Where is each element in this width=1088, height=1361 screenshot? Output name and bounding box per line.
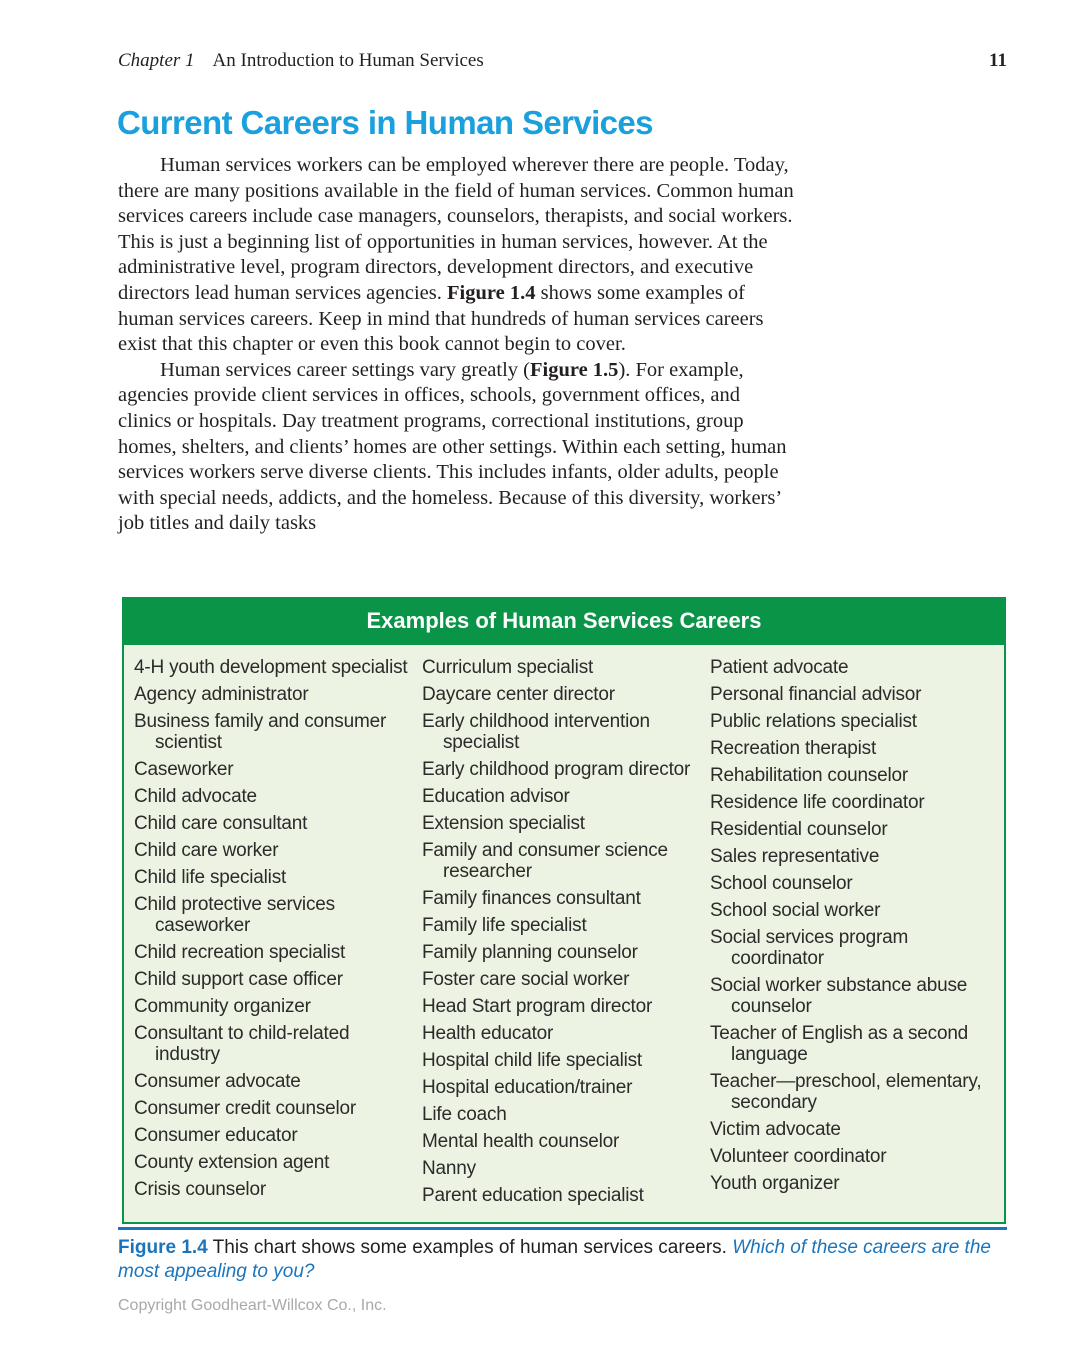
career-item: Business family and consumer scientist (134, 711, 387, 753)
career-item: Child support case officer (134, 969, 343, 990)
figure-caption-question: Which of these careers are the most appealing to you? (118, 1237, 991, 1282)
career-item: Early childhood intervention specialist (422, 711, 650, 753)
career-item: Volunteer coordinator (710, 1146, 887, 1167)
career-item: 4-H youth development specialist (134, 657, 408, 678)
career-item: Rehabilitation counselor (710, 765, 908, 786)
career-item: Nanny (422, 1158, 476, 1179)
career-item: Social services program coordinator (710, 927, 909, 969)
career-item: Community organizer (134, 996, 311, 1017)
chapter-title: An Introduction to Human Services (212, 50, 484, 71)
body-copy (118, 153, 794, 537)
career-item: Sales representative (710, 846, 880, 867)
caption-divider (118, 1227, 1007, 1230)
career-item: Curriculum specialist (422, 657, 594, 678)
figure-caption-text: This chart shows some examples of human services careers. (207, 1237, 733, 1258)
career-item: Consumer educator (134, 1125, 298, 1146)
career-item: Child protective services caseworker (134, 894, 335, 936)
career-item: Family finances consultant (422, 888, 641, 909)
career-item: Child care worker (134, 840, 279, 861)
career-item: Child advocate (134, 786, 257, 807)
career-item: Child life specialist (134, 867, 287, 888)
chapter-label: Chapter 1 (118, 50, 195, 71)
career-item: Family life specialist (422, 915, 587, 936)
career-item: School counselor (710, 873, 853, 894)
career-item: Teacher—preschool, elementary, secondary (710, 1071, 982, 1113)
paragraph-2 (118, 358, 794, 537)
career-item: Recreation therapist (710, 738, 877, 759)
career-item: Extension specialist (422, 813, 585, 834)
career-item: Foster care social worker (422, 969, 630, 990)
career-item: Victim advocate (710, 1119, 841, 1140)
career-item: Caseworker (134, 759, 234, 780)
career-item: Consumer credit counselor (134, 1098, 357, 1119)
career-item: Consumer advocate (134, 1071, 301, 1092)
career-item: Teacher of English as a second language (710, 1023, 969, 1065)
career-item: Health educator (422, 1023, 554, 1044)
career-item: Hospital child life specialist (422, 1050, 642, 1071)
career-item: County extension agent (134, 1152, 330, 1173)
career-item: Residence life coordinator (710, 792, 925, 813)
figure-1-5-reference: Figure 1.5 (529, 358, 619, 381)
running-head (118, 50, 1007, 72)
copyright-notice: Copyright Goodheart-Willcox Co., Inc. (118, 1297, 387, 1314)
careers-column-3 (710, 657, 998, 1212)
figure-caption-label: Figure 1.4 (118, 1237, 208, 1258)
career-item: Mental health counselor (422, 1131, 620, 1152)
careers-table-header: Examples of Human Services Careers (124, 599, 1004, 645)
career-item: School social worker (710, 900, 881, 921)
page-number: 11 (989, 50, 1007, 71)
career-item: Hospital education/trainer (422, 1077, 633, 1098)
paragraph-1-text-cont: shows some examples of human services careers. Keep in mind that hundreds of human services careers exist that this chapter or even this book cannot begin to cover. (118, 281, 764, 356)
figure-caption (118, 1236, 1007, 1284)
career-item: Patient advocate (710, 657, 849, 678)
career-item: Head Start program director (422, 996, 653, 1017)
career-item: Social worker substance abuse counselor (710, 975, 968, 1017)
careers-column-2 (422, 657, 710, 1212)
career-item: Agency administrator (134, 684, 309, 705)
careers-column-1 (134, 657, 422, 1212)
career-item: Child recreation specialist (134, 942, 346, 963)
career-item: Education advisor (422, 786, 570, 807)
paragraph-1 (118, 153, 794, 358)
career-item: Family and consumer science researcher (422, 840, 668, 882)
page-title: Current Careers in Human Services (117, 104, 653, 141)
paragraph-1-text: Human services workers can be employed wherever there are people. Today, there are many positions available in the field of human services. Common human services careers include case managers, counselors, therapists, and social workers. This is just a beginning list of opportunities in human services, however. At the administrative level, program directors, development directors, and executive directors lead human services agencies. (118, 154, 794, 304)
career-item: Daycare center director (422, 684, 615, 705)
career-item: Life coach (422, 1104, 507, 1125)
career-item: Personal financial advisor (710, 684, 922, 705)
career-item: Family planning counselor (422, 942, 638, 963)
career-item: Residential counselor (710, 819, 888, 840)
career-item: Parent education specialist (422, 1185, 644, 1206)
career-item: Early childhood program director (422, 759, 691, 780)
career-item: Public relations specialist (710, 711, 917, 732)
paragraph-2-text-cont: ). For example, agencies provide client services in offices, schools, government offices, and clinics or hospitals. Day treatment programs, correctional institutions, group homes, shelters, and clients’ homes are other settings. Within each setting, human services workers serve diverse clients. This includes infants, older adults, people with special needs, addicts, and the homeless. Because of this diversity, workers’ job titles and daily tasks (118, 358, 787, 535)
careers-table-body (124, 645, 1004, 1222)
paragraph-2-text: Human services career settings vary greatly ( (160, 358, 530, 381)
careers-figure-table (122, 597, 1006, 1224)
career-item: Youth organizer (710, 1173, 840, 1194)
career-item: Child care consultant (134, 813, 308, 834)
career-item: Consultant to child-related industry (134, 1023, 350, 1065)
figure-1-4-reference: Figure 1.4 (447, 281, 536, 304)
career-item: Crisis counselor (134, 1179, 266, 1200)
